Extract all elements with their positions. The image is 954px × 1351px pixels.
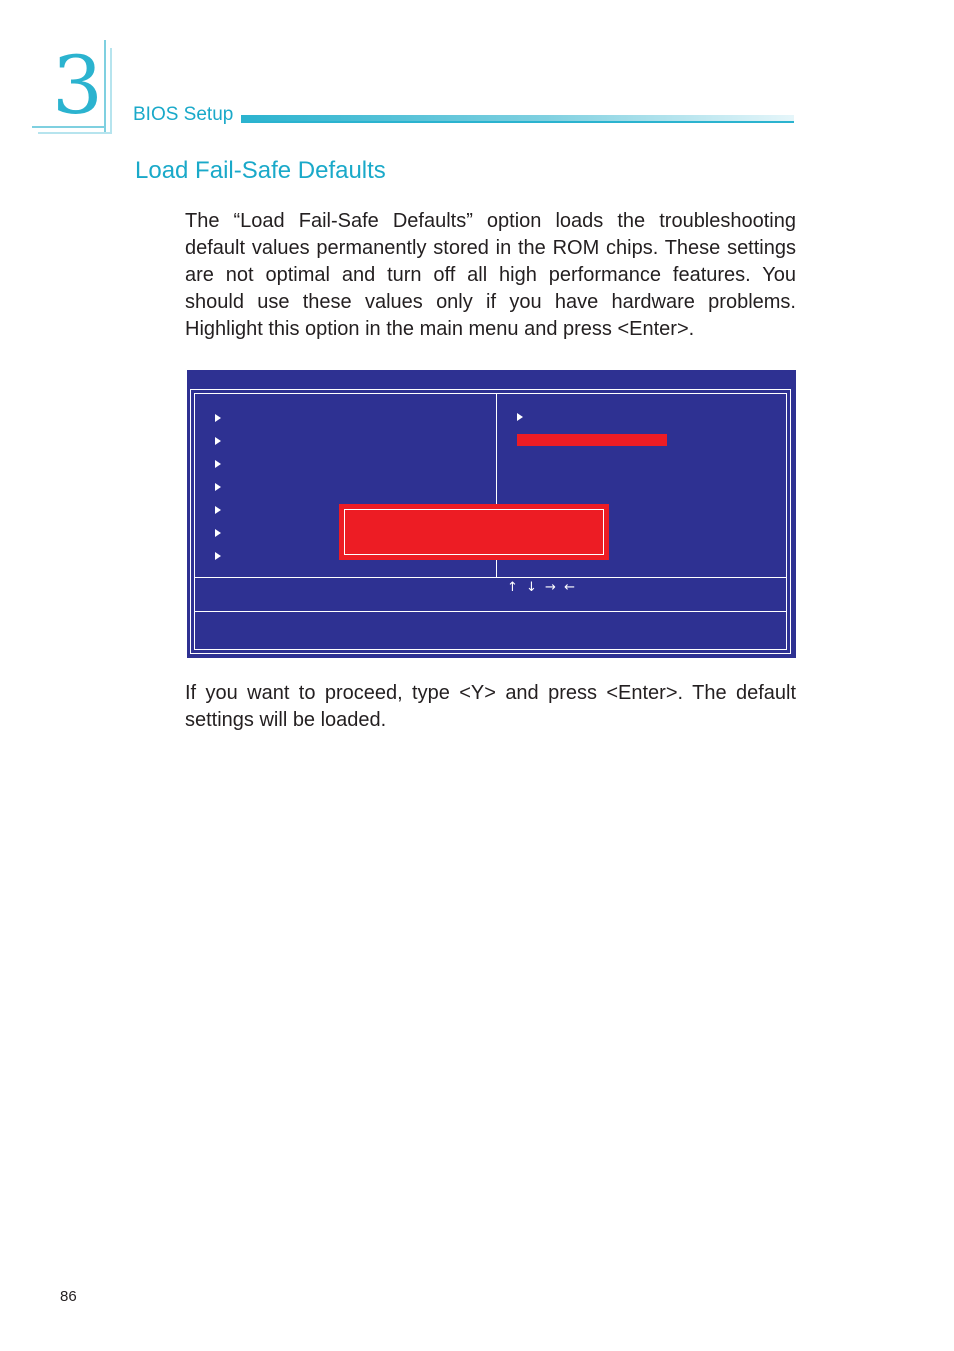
nav-keys: ↑ ↓ → ← — [507, 580, 577, 595]
outro-paragraph: If you want to proceed, type <Y> and press <Enter>. The default settings will be loaded. — [185, 682, 796, 731]
page-title: Load Fail-Safe Defaults — [135, 157, 386, 184]
menu-marker-icon — [215, 483, 221, 491]
menu-marker-icon — [215, 529, 221, 537]
chapter-number: 3 — [52, 39, 103, 132]
section-bar-line — [241, 121, 794, 123]
bios-row-divider — [194, 611, 787, 612]
menu-highlight — [517, 434, 667, 446]
menu-marker-icon — [215, 506, 221, 514]
menu-marker-icon — [517, 413, 523, 421]
intro-paragraph: The “Load Fail-Safe Defaults” option loads the troubleshooting default values permanently stored in the ROM chips. These settings are not optimal and turn off all high performance features. You should use these values only if you have hardware problems. Highlight this option in the main menu and press <Enter>. — [185, 210, 796, 340]
chapter-marker-line — [110, 48, 112, 132]
page-number: 86 — [60, 1288, 77, 1305]
menu-marker-icon — [215, 460, 221, 468]
menu-marker-icon — [215, 414, 221, 422]
chapter-marker-line — [104, 40, 106, 132]
confirm-dialog — [339, 504, 609, 560]
menu-marker-icon — [215, 437, 221, 445]
section-label: BIOS Setup — [133, 104, 234, 125]
bios-row-divider — [194, 577, 787, 578]
confirm-dialog-frame — [344, 509, 604, 555]
menu-marker-icon — [215, 552, 221, 560]
bios-screen — [187, 370, 796, 658]
